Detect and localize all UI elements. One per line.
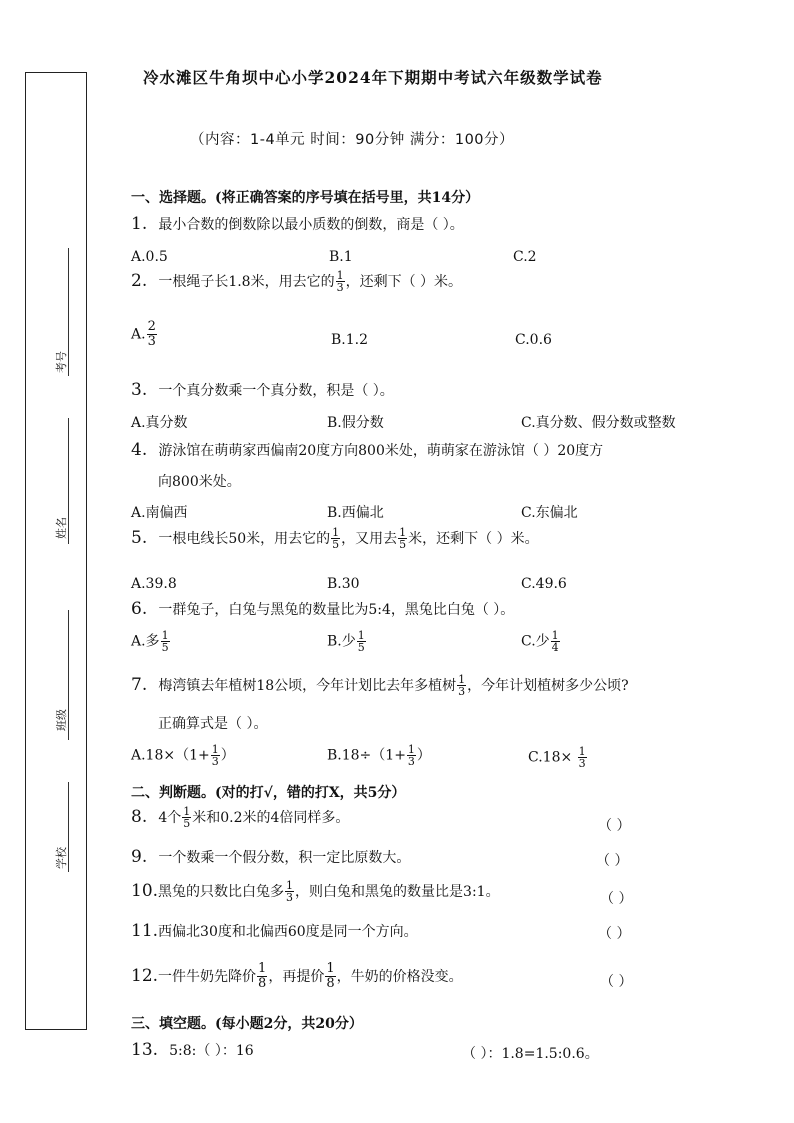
fraction: $\frac{1}{3}$ (458, 673, 466, 698)
question-text: 一个真分数乘一个真分数，积是（ ）。 (158, 383, 394, 399)
q1-option-b[interactable]: B.1 (329, 249, 353, 265)
q11-answer-paren[interactable]: （ ） (598, 926, 631, 942)
question-number: 5. (131, 528, 148, 548)
question-text-cont: ，还剩下（ ）米。 (345, 274, 463, 290)
question-7: 7. 梅湾镇去年植树18公顷，今年计划比去年多植树 $\frac{1}{3}$ ，今年计划植树多少公顷? (131, 673, 629, 698)
q7-option-a[interactable]: A.18×（1+ $\frac{1}{3}$ ） (131, 743, 235, 768)
question-9 (131, 847, 410, 867)
question-number: 3. (131, 380, 148, 400)
question-text: 最小合数的倒数除以最小质数的倒数，商是（ ）。 (158, 217, 464, 233)
fraction: $\frac{1}{5}$ (399, 526, 407, 551)
name-label: 姓名 (55, 517, 68, 539)
exam-subtitle: （内容：1-4单元 时间：90分钟 满分：100分） (190, 132, 515, 148)
q12-answer-paren[interactable]: （ ） (600, 974, 633, 990)
section-choice-heading: 一、选择题。(将正确答案的序号填在括号里，共14分） (131, 190, 480, 206)
question-2 (131, 270, 462, 293)
question-number: 8. (131, 807, 148, 827)
question-10: 10.黑兔的只数比白兔多 $\frac{1}{3}$ ，则白兔和黑兔的数量比是3:1。 (131, 879, 500, 904)
q1-option-a[interactable]: A.0.5 (131, 249, 168, 265)
section-judgement-heading: 二、判断题。(对的打√，错的打X，共5分） (131, 785, 406, 801)
question-text: 西偏北30度和北偏西60度是同一个方向。 (158, 924, 418, 940)
question-number: 2. (131, 271, 148, 291)
q4-option-b[interactable]: B.西偏北 (327, 505, 384, 521)
q6-option-c[interactable]: C.少 $\frac{1}{4}$ (521, 629, 559, 654)
fraction: $\frac{2}{3}$ (147, 319, 156, 349)
class-label: 班级 (55, 709, 68, 731)
fraction: $\frac{1}{3}$ (211, 743, 219, 768)
q2-option-b[interactable]: B.1.2 (331, 332, 369, 348)
question-4-line2: 向800米处。 (158, 474, 241, 490)
q7-option-c[interactable]: C.18× $\frac{1}{3}$ (528, 745, 586, 770)
question-3 (131, 380, 394, 400)
q5-option-c[interactable]: C.49.6 (521, 576, 567, 592)
question-number: 9. (131, 847, 148, 867)
school-label: 学校 (55, 847, 68, 869)
q6-option-a[interactable]: A.多 $\frac{1}{5}$ (131, 629, 169, 654)
question-number: 7. (131, 675, 148, 695)
fraction: $\frac{1}{3}$ (286, 879, 294, 904)
question-13 (131, 1040, 254, 1060)
q3-option-a[interactable]: A.真分数 (131, 415, 188, 431)
question-8: 8. 4个 $\frac{1}{5}$ 米和0.2米的4倍同样多。 (131, 805, 350, 830)
question-text: 4个 (158, 810, 182, 826)
fraction: $\frac{1}{3}$ (578, 745, 586, 770)
question-text: 梅湾镇去年植树18公顷，今年计划比去年多植树 (158, 678, 457, 694)
question-number: 10. (131, 881, 159, 901)
q7-option-b[interactable]: B.18÷（1+ $\frac{1}{3}$ ） (327, 743, 431, 768)
fraction: $\frac{1}{3}$ (407, 743, 415, 768)
question-1 (131, 214, 464, 234)
q4-option-a[interactable]: A.南偏西 (131, 505, 188, 521)
q5-option-a[interactable]: A.39.8 (131, 576, 177, 592)
question-text: 一群兔子，白兔与黑兔的数量比为5:4，黑兔比白兔（ ）。 (158, 602, 515, 618)
fraction: $\frac{1}{5}$ (332, 526, 340, 551)
fraction: $\frac{1}{8}$ (326, 961, 335, 991)
q6-option-b[interactable]: B.少 $\frac{1}{5}$ (327, 629, 365, 654)
question-11 (131, 921, 418, 941)
question-text[interactable]: 5:8:（ ）：16 (169, 1043, 254, 1059)
q2-option-a[interactable]: A. $\frac{2}{3}$ (131, 319, 156, 349)
fraction: $\frac{1}{8}$ (258, 961, 267, 991)
question-12: 12.一件牛奶先降价 $\frac{1}{8}$ ，再提价 $\frac{1}{8}$ ，牛奶的价格没变。 (131, 961, 463, 991)
question-4 (131, 440, 603, 460)
question-number: 13. (131, 1040, 159, 1060)
question-number: 4. (131, 440, 148, 460)
q4-option-c[interactable]: C.东偏北 (521, 505, 578, 521)
question-7-line2: 正确算式是（ ）。 (158, 716, 268, 732)
question-13-right[interactable]: （ ）：1.8=1.5:0.6。 (462, 1046, 599, 1062)
q1-option-c[interactable]: C.2 (513, 249, 537, 265)
q10-answer-paren[interactable]: （ ） (600, 891, 633, 907)
question-6 (131, 599, 514, 619)
fraction: $\frac{1}{5}$ (183, 805, 191, 830)
q2-option-c[interactable]: C.0.6 (515, 332, 552, 348)
q8-answer-paren[interactable]: （ ） (598, 818, 631, 834)
question-text: 游泳馆在萌萌家西偏南20度方向800米处，萌萌家在游泳馆（ ）20度方 (158, 443, 604, 459)
q3-option-b[interactable]: B.假分数 (327, 415, 384, 431)
question-text: 一个数乘一个假分数，积一定比原数大。 (158, 850, 411, 866)
question-number: 1. (131, 214, 148, 234)
question-number: 11. (131, 921, 159, 941)
exam-title: 冷水滩区牛角坝中心小学2024年下期期中考试六年级数学试卷 (143, 68, 603, 87)
q3-option-c[interactable]: C.真分数、假分数或整数 (521, 415, 676, 431)
q9-answer-paren[interactable]: （ ） (596, 853, 629, 869)
question-5: 5. 一根电线长50米，用去它的 $\frac{1}{5}$ ，又用去 $\frac{1}{5}$ 米，还剩下（ ）米。 (131, 526, 539, 551)
fraction: $\frac{1}{5}$ (357, 629, 365, 654)
question-text: 黑兔的只数比白兔多 (158, 884, 285, 900)
fraction: $\frac{1}{3}$ (336, 269, 344, 294)
fraction: $\frac{1}{4}$ (551, 629, 559, 654)
exam-number-label: 考号 (55, 351, 68, 373)
question-text: 一件牛奶先降价 (158, 969, 257, 985)
fraction: $\frac{1}{5}$ (161, 629, 169, 654)
question-text: 一根电线长50米，用去它的 (158, 531, 331, 547)
binding-margin-box (25, 72, 87, 1030)
question-number: 12. (131, 966, 159, 986)
question-number: 6. (131, 599, 148, 619)
question-text: 一根绳子长1.8米，用去它的 (158, 274, 335, 290)
section-fill-heading: 三、填空题。(每小题2分，共20分） (131, 1016, 363, 1032)
q5-option-b[interactable]: B.30 (327, 576, 360, 592)
